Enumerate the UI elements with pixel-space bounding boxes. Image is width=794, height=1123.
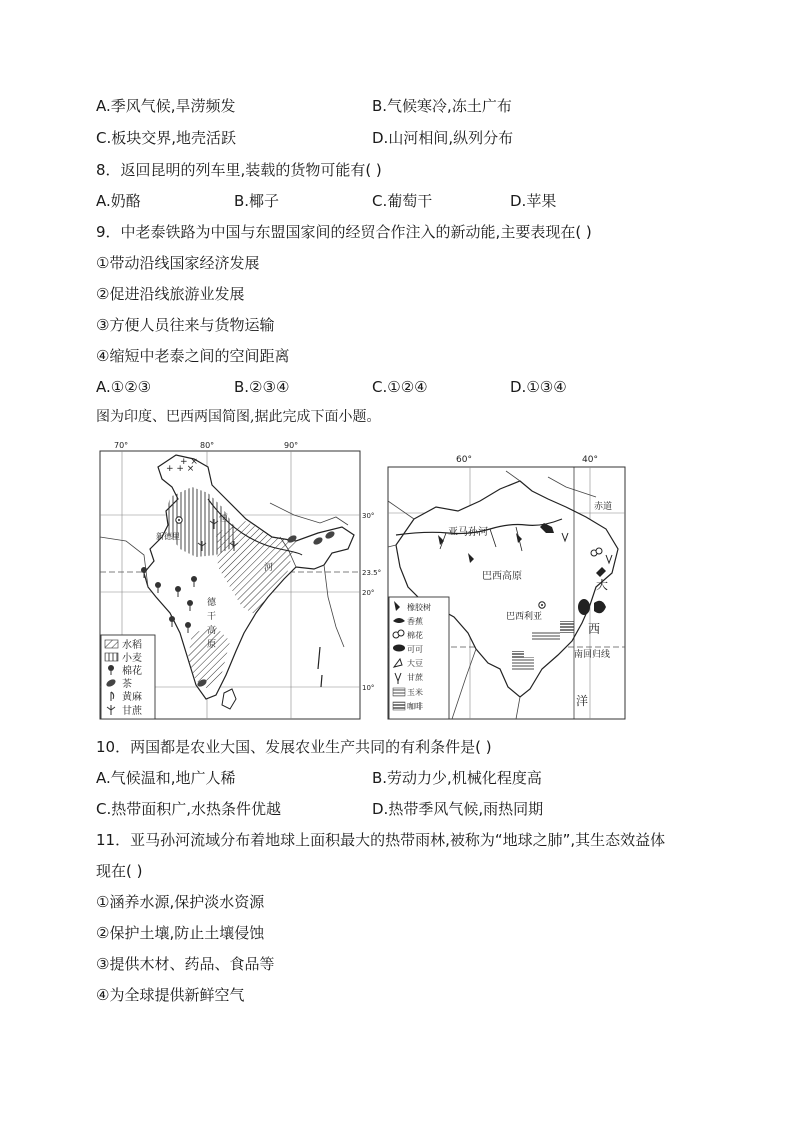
brazil-legend-rubber: 橡胶树 xyxy=(407,603,431,612)
brazil-legend-cocoa: 可可 xyxy=(407,645,423,654)
q9-item-2: ②促进沿线旅游业发展 xyxy=(96,285,245,303)
q9-option-b: B.②③④ xyxy=(234,378,290,396)
q9-stem: 9．中老泰铁路为中国与东盟国家间的经贸合作注入的新动能,主要表现在( ) xyxy=(96,223,592,241)
q9-option-a: A.①②③ xyxy=(96,378,152,396)
india-label-he: 河 xyxy=(264,563,274,573)
india-legend-cotton: 棉花 xyxy=(122,666,142,677)
india-label-de: 德 xyxy=(207,598,217,608)
q10-option-b: B.劳动力少,机械化程度高 xyxy=(372,769,542,787)
coffee-swatch xyxy=(393,702,405,710)
brazil-legend-banana: 香蕉 xyxy=(407,617,423,626)
q7-option-d: D.山河相间,纵列分布 xyxy=(372,129,514,147)
india-label-new-delhi: 新德里 xyxy=(156,532,180,541)
brazil-label-plateau: 巴西高原 xyxy=(482,571,522,582)
q10-option-d: D.热带季风气候,雨热同期 xyxy=(372,800,544,818)
india-legend xyxy=(101,635,155,719)
brazil-legend xyxy=(389,597,449,719)
brazil-label-amazon: 亚马孙河 xyxy=(448,527,488,538)
ocean-label-da: 大 xyxy=(596,578,609,592)
q7-option-b: B.气候寒冷,冻土广布 xyxy=(372,97,512,115)
india-lat-30: 30° xyxy=(362,512,375,520)
brazil-legend-soybean: 大豆 xyxy=(407,659,423,668)
q10-stem: 10．两国都是农业大国、发展农业生产共同的有利条件是( ) xyxy=(96,738,492,756)
brazil-legend-cotton: 棉花 xyxy=(407,631,423,640)
india-legend-wheat: 小麦 xyxy=(122,653,142,664)
q8-option-c: C.葡萄干 xyxy=(372,192,433,210)
legend-wheat-swatch xyxy=(105,653,118,661)
india-lon-70: 70° xyxy=(114,441,129,450)
q11-item-4: ④为全球提供新鲜空气 xyxy=(96,986,245,1004)
brazil-map xyxy=(388,455,625,719)
india-map xyxy=(100,441,381,719)
q9-item-4: ④缩短中老泰之间的空间距离 xyxy=(96,347,290,365)
q10-option-c: C.热带面积广,水热条件优越 xyxy=(96,800,282,818)
india-label-gao: 高 xyxy=(207,626,217,636)
india-legend-tea: 茶 xyxy=(122,679,132,690)
q9-option-d: D.①③④ xyxy=(510,378,567,396)
brazil-label-brasilia: 巴西利亚 xyxy=(506,612,543,622)
brazil-lon-60: 60° xyxy=(456,455,472,465)
figure-intro: 图为印度、巴西两国简图,据此完成下面小题。 xyxy=(96,409,381,425)
q11-stem-line2: 现在( ) xyxy=(96,862,143,880)
india-lon-90: 90° xyxy=(284,441,299,450)
india-lon-80: 80° xyxy=(200,441,215,450)
india-label-heng: 恒 xyxy=(219,514,229,524)
india-legend-jute: 黄麻 xyxy=(122,692,142,703)
brazil-lon-40: 40° xyxy=(582,455,598,465)
q10-option-a: A.气候温和,地广人稀 xyxy=(96,769,236,787)
india-label-yuan: 原 xyxy=(207,640,217,650)
q11-stem-line1: 11．亚马孙河流域分布着地球上面积最大的热带雨林,被称为“地球之肺”,其生态效益体 xyxy=(96,831,666,849)
india-legend-rice: 水稻 xyxy=(122,640,142,651)
q9-item-1: ①带动沿线国家经济发展 xyxy=(96,254,260,272)
q8-option-d: D.苹果 xyxy=(510,192,557,210)
q7-option-a: A.季风气候,旱涝频发 xyxy=(96,97,236,115)
legend-rice-swatch xyxy=(105,640,118,648)
q8-option-b: B.椰子 xyxy=(234,192,280,210)
map-figure xyxy=(96,437,628,722)
india-legend-sugarcane: 甘蔗 xyxy=(122,706,142,717)
india-label-gan: 干 xyxy=(207,612,217,622)
svg-text:+ ×: + × xyxy=(180,457,198,467)
q9-option-c: C.①②④ xyxy=(372,378,428,396)
brazil-legend-sugarcane: 甘蔗 xyxy=(407,673,423,682)
q8-option-a: A.奶酪 xyxy=(96,192,141,210)
q7-option-c: C.板块交界,地壳活跃 xyxy=(96,129,237,147)
q9-item-3: ③方便人员往来与货物运输 xyxy=(96,316,275,334)
corn-swatch xyxy=(393,688,405,696)
brazil-legend-corn: 玉米 xyxy=(407,688,423,697)
india-lat-20: 20° xyxy=(362,589,375,597)
india-lat-10: 10° xyxy=(362,684,375,692)
brazil-label-equator: 赤道 xyxy=(594,502,613,512)
q11-item-2: ②保护土壤,防止土壤侵蚀 xyxy=(96,924,265,942)
ocean-label-yang: 洋 xyxy=(576,694,589,708)
brazil-label-tropic: 南回归线 xyxy=(574,650,611,660)
q11-item-3: ③提供木材、药品、食品等 xyxy=(96,955,275,973)
cocoa-icon xyxy=(393,645,405,652)
ocean-label-xi: 西 xyxy=(588,622,601,636)
india-lat-23-5: 23.5° xyxy=(362,569,382,577)
svg-text:+ + ×: + + × xyxy=(166,464,195,474)
q11-item-1: ①涵养水源,保护淡水资源 xyxy=(96,893,265,911)
q8-stem: 8．返回昆明的列车里,装载的货物可能有( ) xyxy=(96,161,382,179)
brazil-legend-coffee: 咖啡 xyxy=(407,702,423,711)
